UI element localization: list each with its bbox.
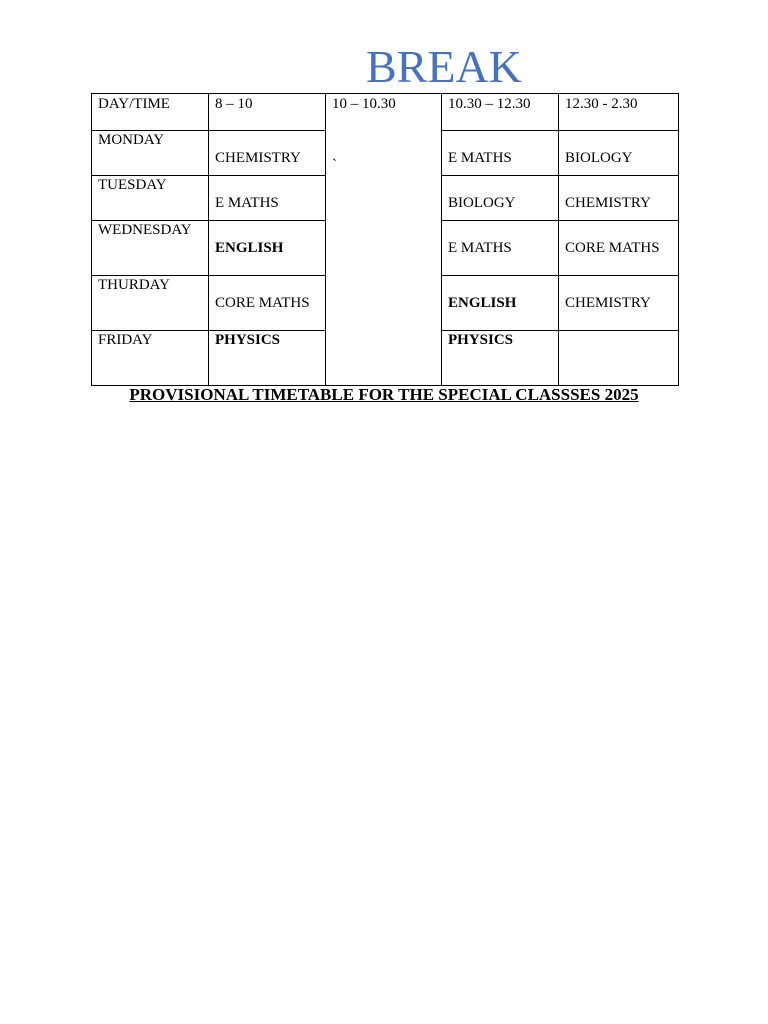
timetable: [91, 93, 679, 386]
subject-cell: [442, 176, 559, 221]
header-cell-slot-1: 8 – 10: [209, 94, 326, 131]
day-cell: TUESDAY: [92, 176, 209, 221]
subject-text: PHYSICS: [448, 332, 514, 348]
subject-text: ENGLISH: [448, 295, 517, 311]
subject-cell: [559, 131, 679, 176]
subject-text: E MATHS: [448, 150, 512, 166]
subject-cell: [209, 331, 326, 386]
subject-cell: [209, 131, 326, 176]
break-label: BREAK: [366, 41, 522, 92]
header-cell-slot-3: 10.30 – 12.30: [442, 94, 559, 131]
subject-cell: [559, 276, 679, 331]
subject-text: BIOLOGY: [448, 195, 516, 211]
day-cell: MONDAY: [92, 131, 209, 176]
subject-text: CORE MATHS: [215, 295, 310, 311]
day-cell: WEDNESDAY: [92, 221, 209, 276]
subject-cell: [209, 176, 326, 221]
subject-cell: [209, 276, 326, 331]
header-row: [92, 94, 679, 131]
header-cell-day-time: DAY/TIME: [92, 94, 209, 131]
subject-text: E MATHS: [215, 195, 279, 211]
subject-text: ENGLISH: [215, 240, 284, 256]
subject-cell: [559, 331, 679, 386]
header-cell-break: [326, 94, 442, 386]
subject-cell: [442, 331, 559, 386]
day-cell: FRIDAY: [92, 331, 209, 386]
subject-text: PHYSICS: [215, 332, 281, 348]
subject-cell: [442, 221, 559, 276]
break-time-label: 10 – 10.30: [332, 96, 396, 112]
subject-cell: [559, 176, 679, 221]
subject-text: CORE MATHS: [565, 240, 660, 256]
subject-cell: [209, 221, 326, 276]
timetable-caption: PROVISIONAL TIMETABLE FOR THE SPECIAL CLASSSES 2025: [129, 385, 639, 404]
subject-text: CHEMISTRY: [215, 150, 301, 166]
subject-cell: [442, 131, 559, 176]
break-mark: `: [332, 157, 337, 173]
header-cell-slot-4: 12.30 - 2.30: [559, 94, 679, 131]
subject-text: CHEMISTRY: [565, 195, 651, 211]
subject-cell: [559, 221, 679, 276]
subject-cell: [442, 276, 559, 331]
subject-text: BIOLOGY: [565, 150, 633, 166]
subject-text: CHEMISTRY: [565, 295, 651, 311]
subject-text: E MATHS: [448, 240, 512, 256]
day-cell: THURDAY: [92, 276, 209, 331]
